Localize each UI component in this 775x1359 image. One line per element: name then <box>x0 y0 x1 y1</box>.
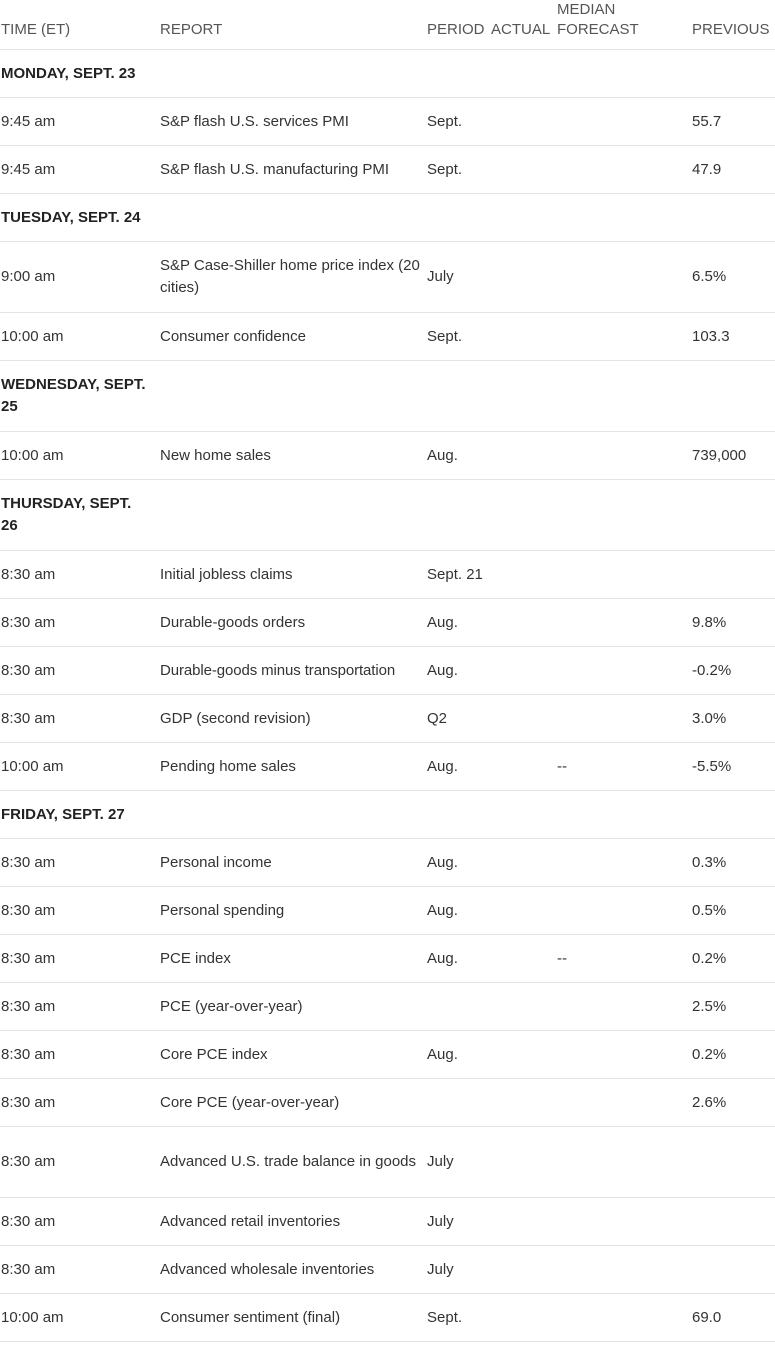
time-cell: 8:30 am <box>0 1198 159 1246</box>
period-cell: Aug. <box>426 432 490 480</box>
time-cell: 8:30 am <box>0 1246 159 1294</box>
table-row <box>0 1031 775 1079</box>
previous-cell: 0.3% <box>691 839 775 887</box>
period-cell: Sept. <box>426 1294 490 1342</box>
period-cell: July <box>426 242 490 313</box>
day-label: WEDNESDAY, SEPT. 25 <box>0 361 159 432</box>
day-row <box>0 361 775 432</box>
time-cell: 10:00 am <box>0 743 159 791</box>
period-cell: Aug. <box>426 743 490 791</box>
report-cell: Personal income <box>159 839 426 887</box>
previous-cell: 2.6% <box>691 1079 775 1127</box>
time-cell: 10:00 am <box>0 313 159 361</box>
report-cell: New home sales <box>159 432 426 480</box>
report-cell: Personal spending <box>159 887 426 935</box>
forecast-cell: -- <box>556 935 691 983</box>
report-cell: S&P Case-Shiller home price index (20 cities) <box>159 242 426 313</box>
actual-cell <box>490 242 556 313</box>
actual-cell <box>490 313 556 361</box>
forecast-cell <box>556 551 691 599</box>
table-row <box>0 146 775 194</box>
period-cell: Aug. <box>426 647 490 695</box>
table-row <box>0 1294 775 1342</box>
report-cell: GDP (second revision) <box>159 695 426 743</box>
previous-cell <box>691 1246 775 1294</box>
time-cell: 8:30 am <box>0 599 159 647</box>
actual-cell <box>490 551 556 599</box>
forecast-cell: -- <box>556 743 691 791</box>
previous-cell: 55.7 <box>691 98 775 146</box>
previous-cell: 739,000 <box>691 432 775 480</box>
table-row <box>0 1127 775 1198</box>
report-cell: Core PCE index <box>159 1031 426 1079</box>
actual-cell <box>490 98 556 146</box>
table-row <box>0 1079 775 1127</box>
time-cell: 9:45 am <box>0 98 159 146</box>
time-cell: 8:30 am <box>0 551 159 599</box>
day-label: MONDAY, SEPT. 23 <box>0 50 159 98</box>
period-cell: Sept. <box>426 146 490 194</box>
forecast-cell <box>556 1031 691 1079</box>
previous-cell: 0.2% <box>691 935 775 983</box>
period-cell: Sept. 21 <box>426 551 490 599</box>
forecast-cell <box>556 242 691 313</box>
actual-cell <box>490 647 556 695</box>
period-cell: July <box>426 1127 490 1198</box>
report-cell: Advanced wholesale inventories <box>159 1246 426 1294</box>
forecast-cell <box>556 695 691 743</box>
forecast-cell <box>556 1079 691 1127</box>
column-header-median-forecast: MEDIAN FORECAST <box>556 0 691 50</box>
time-cell: 8:30 am <box>0 695 159 743</box>
report-cell: Consumer sentiment (final) <box>159 1294 426 1342</box>
previous-cell: 69.0 <box>691 1294 775 1342</box>
period-cell: Aug. <box>426 887 490 935</box>
table-row <box>0 647 775 695</box>
forecast-cell <box>556 146 691 194</box>
forecast-cell <box>556 432 691 480</box>
forecast-cell <box>556 1294 691 1342</box>
actual-cell <box>490 1031 556 1079</box>
forecast-cell <box>556 839 691 887</box>
forecast-cell <box>556 98 691 146</box>
actual-cell <box>490 1127 556 1198</box>
previous-cell: -0.2% <box>691 647 775 695</box>
forecast-cell <box>556 313 691 361</box>
day-row <box>0 194 775 242</box>
table-row <box>0 1246 775 1294</box>
column-header-previous: PREVIOUS <box>691 0 775 50</box>
day-label: TUESDAY, SEPT. 24 <box>0 194 159 242</box>
actual-cell <box>490 839 556 887</box>
table-row <box>0 935 775 983</box>
time-cell: 8:30 am <box>0 647 159 695</box>
report-cell: Initial jobless claims <box>159 551 426 599</box>
table-row <box>0 242 775 313</box>
period-cell <box>426 983 490 1031</box>
time-cell: 8:30 am <box>0 1127 159 1198</box>
period-cell: Aug. <box>426 839 490 887</box>
report-cell: Durable-goods minus transportation <box>159 647 426 695</box>
period-cell: July <box>426 1198 490 1246</box>
table-row <box>0 983 775 1031</box>
period-cell: Aug. <box>426 1031 490 1079</box>
actual-cell <box>490 887 556 935</box>
actual-cell <box>490 146 556 194</box>
period-cell: Aug. <box>426 935 490 983</box>
previous-cell: 2.5% <box>691 983 775 1031</box>
period-cell <box>426 1079 490 1127</box>
previous-cell <box>691 551 775 599</box>
period-cell: Sept. <box>426 98 490 146</box>
report-cell: S&P flash U.S. manufacturing PMI <box>159 146 426 194</box>
actual-cell <box>490 432 556 480</box>
previous-cell: 0.2% <box>691 1031 775 1079</box>
day-row <box>0 480 775 551</box>
actual-cell <box>490 983 556 1031</box>
actual-cell <box>490 1198 556 1246</box>
period-cell: Aug. <box>426 599 490 647</box>
table-row <box>0 432 775 480</box>
report-cell: Advanced U.S. trade balance in goods <box>159 1127 426 1198</box>
forecast-cell <box>556 887 691 935</box>
time-cell: 9:00 am <box>0 242 159 313</box>
table-row <box>0 98 775 146</box>
previous-cell: 3.0% <box>691 695 775 743</box>
time-cell: 10:00 am <box>0 1294 159 1342</box>
report-cell: Durable-goods orders <box>159 599 426 647</box>
column-header-report: REPORT <box>159 0 426 50</box>
time-cell: 8:30 am <box>0 1031 159 1079</box>
time-cell: 8:30 am <box>0 839 159 887</box>
actual-cell <box>490 1294 556 1342</box>
time-cell: 8:30 am <box>0 983 159 1031</box>
forecast-cell <box>556 1198 691 1246</box>
day-row <box>0 791 775 839</box>
column-header-actual: ACTUAL <box>490 0 556 50</box>
day-row <box>0 50 775 98</box>
table-row <box>0 1198 775 1246</box>
previous-cell: 0.5% <box>691 887 775 935</box>
period-cell: July <box>426 1246 490 1294</box>
table-row <box>0 887 775 935</box>
previous-cell <box>691 1198 775 1246</box>
time-cell: 8:30 am <box>0 1079 159 1127</box>
actual-cell <box>490 695 556 743</box>
table-row <box>0 695 775 743</box>
table-row <box>0 551 775 599</box>
previous-cell: 47.9 <box>691 146 775 194</box>
forecast-cell <box>556 647 691 695</box>
forecast-cell <box>556 1246 691 1294</box>
report-cell: PCE (year-over-year) <box>159 983 426 1031</box>
forecast-cell <box>556 599 691 647</box>
time-cell: 10:00 am <box>0 432 159 480</box>
table-row <box>0 743 775 791</box>
table-row <box>0 599 775 647</box>
report-cell: Core PCE (year-over-year) <box>159 1079 426 1127</box>
report-cell: PCE index <box>159 935 426 983</box>
forecast-cell <box>556 1127 691 1198</box>
column-header-period: PERIOD <box>426 0 490 50</box>
day-label: THURSDAY, SEPT. 26 <box>0 480 159 551</box>
previous-cell: 9.8% <box>691 599 775 647</box>
table-row <box>0 839 775 887</box>
actual-cell <box>490 1246 556 1294</box>
actual-cell <box>490 599 556 647</box>
previous-cell: 103.3 <box>691 313 775 361</box>
time-cell: 9:45 am <box>0 146 159 194</box>
previous-cell <box>691 1127 775 1198</box>
previous-cell: -5.5% <box>691 743 775 791</box>
period-cell: Sept. <box>426 313 490 361</box>
day-label: FRIDAY, SEPT. 27 <box>0 791 159 839</box>
report-cell: Pending home sales <box>159 743 426 791</box>
actual-cell <box>490 935 556 983</box>
report-cell: Consumer confidence <box>159 313 426 361</box>
time-cell: 8:30 am <box>0 887 159 935</box>
actual-cell <box>490 1079 556 1127</box>
previous-cell: 6.5% <box>691 242 775 313</box>
forecast-cell <box>556 983 691 1031</box>
actual-cell <box>490 743 556 791</box>
time-cell: 8:30 am <box>0 935 159 983</box>
report-cell: S&P flash U.S. services PMI <box>159 98 426 146</box>
column-header-time: TIME (ET) <box>0 0 159 50</box>
period-cell: Q2 <box>426 695 490 743</box>
report-cell: Advanced retail inventories <box>159 1198 426 1246</box>
table-header-row <box>0 0 775 50</box>
table-row <box>0 313 775 361</box>
